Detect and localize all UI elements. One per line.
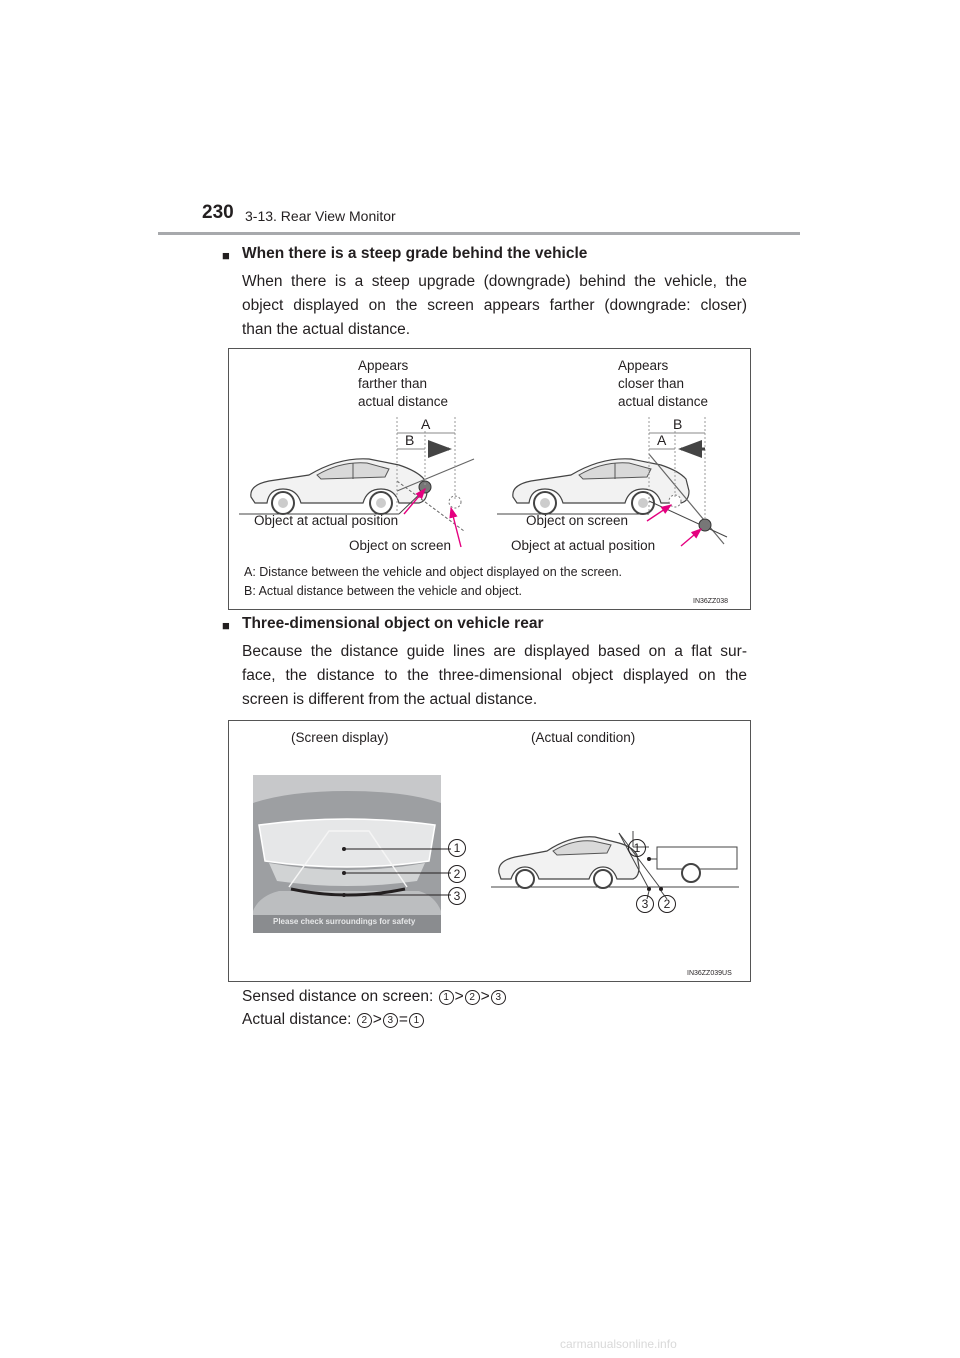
section-title: 3-13. Rear View Monitor <box>245 208 396 224</box>
actual-circle-1: 1 <box>409 1013 424 1028</box>
screen-message: Please check surroundings for safety <box>273 917 416 926</box>
sensed-distance-label: Sensed distance on screen: <box>242 988 434 1005</box>
three-d-figure <box>228 720 751 982</box>
section2-heading: Three-dimensional object on vehicle rear <box>242 615 544 632</box>
actual-circle-2: 2 <box>357 1013 372 1028</box>
section1-line-3: than the actual distance. <box>242 321 411 338</box>
actual-circle-3: 3 <box>383 1013 398 1028</box>
section2-line-1: Because the distance guide lines are displayed based on a flat sur- <box>242 643 747 660</box>
actual-distance-line <box>242 1011 425 1029</box>
label-screen-left: Object on screen <box>349 538 452 553</box>
callout-screen-2: 2 <box>447 865 467 884</box>
sensed-circle-2: 2 <box>465 990 480 1005</box>
left-label-a: A <box>421 416 431 432</box>
three-d-drawing <box>229 721 750 981</box>
figure1-code: IN36ZZ038 <box>693 598 729 605</box>
sensed-circle-1: 1 <box>439 990 454 1005</box>
note-a: A: Distance between the vehicle and object displayed on the screen. <box>244 565 623 579</box>
callout-actual-1: 1 <box>627 839 647 858</box>
sensed-circle-3: 3 <box>491 990 506 1005</box>
sensed-gt-1: > <box>454 988 464 1005</box>
caption-closer: Appears closer than actual distance <box>618 358 709 409</box>
actual-distance-label: Actual distance: <box>242 1011 352 1028</box>
grade-figure <box>228 348 751 610</box>
sensed-distance-line <box>242 988 507 1006</box>
section2-paragraph <box>242 640 747 712</box>
figure2-code: IN36ZZ039US <box>687 970 732 977</box>
right-label-a: A <box>657 432 667 448</box>
caption-actual-condition: (Actual condition) <box>531 730 636 745</box>
section1-line-2: object displayed on the screen appears farther (downgrade: closer) <box>242 297 747 314</box>
callout-screen-1: 1 <box>447 839 467 858</box>
callout-actual-3: 3 <box>635 895 655 914</box>
caption-screen-display: (Screen display) <box>291 730 389 745</box>
note-b: B: Actual distance between the vehicle and object. <box>244 584 522 598</box>
header-rule <box>158 232 800 235</box>
car-right <box>513 459 689 514</box>
section2-line-3: screen is different from the actual distance. <box>242 691 538 708</box>
actual-gt: > <box>372 1011 382 1028</box>
right-label-b: B <box>673 416 683 432</box>
label-actual-left: Object at actual position <box>254 513 399 528</box>
caption-farther: Appears farther than actual distance <box>358 358 449 409</box>
section1-line-1: When there is a steep upgrade (downgrade) behind the vehicle, the <box>242 273 747 290</box>
sensed-gt-2: > <box>480 988 490 1005</box>
left-label-b: B <box>405 432 415 448</box>
section1-heading: When there is a steep grade behind the vehicle <box>242 245 588 262</box>
callout-actual-2: 2 <box>657 895 677 914</box>
section1-bullet: ■ <box>222 248 230 263</box>
actual-eq: = <box>398 1011 408 1028</box>
section1-paragraph <box>242 270 747 342</box>
label-actual-right: Object at actual position <box>511 538 656 553</box>
section2-bullet: ■ <box>222 618 230 633</box>
callout-screen-3: 3 <box>447 887 467 906</box>
page-number: 230 <box>202 202 234 223</box>
label-screen-right: Object on screen <box>526 513 629 528</box>
car-left <box>251 459 427 514</box>
section2-line-2: face, the distance to the three-dimensional object displayed on the <box>242 667 747 684</box>
car-actual <box>499 837 639 888</box>
footer-watermark: carmanualsonline.info <box>560 1337 677 1351</box>
